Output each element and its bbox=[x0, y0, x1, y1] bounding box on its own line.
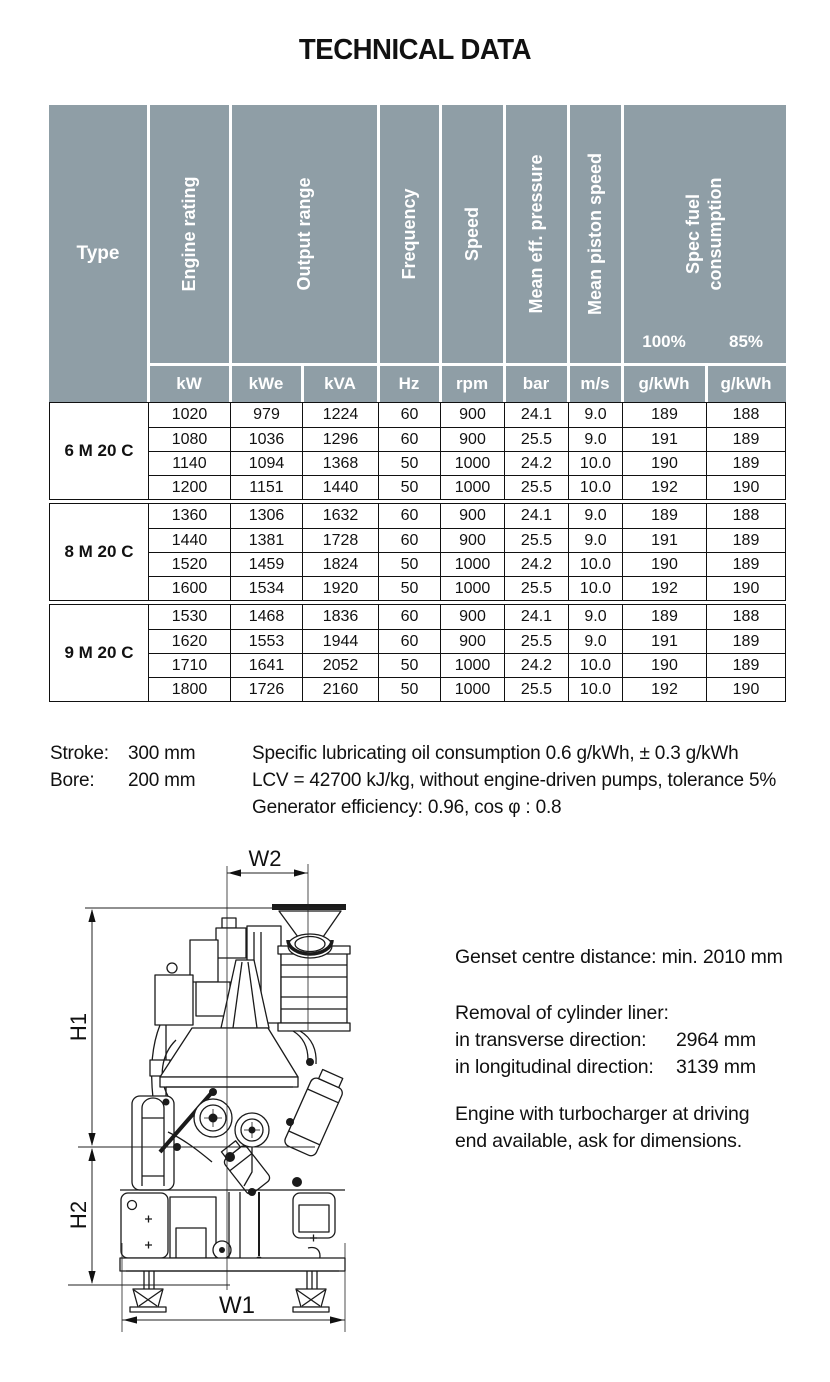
column-header-engine-rating: Engine rating bbox=[179, 176, 199, 292]
value-cell: 1728 bbox=[302, 528, 378, 552]
value-cell: 1306 bbox=[230, 504, 302, 528]
header-divider bbox=[621, 105, 624, 402]
consumption-notes bbox=[252, 740, 828, 821]
value-cell: 10.0 bbox=[568, 576, 622, 600]
value-cell: 1459 bbox=[230, 552, 302, 576]
value-cell: 900 bbox=[440, 427, 504, 451]
value-cell: 50 bbox=[378, 653, 440, 677]
note-longitudinal bbox=[455, 1056, 756, 1079]
value-cell: 192 bbox=[622, 576, 706, 600]
value-cell: 189 bbox=[706, 552, 785, 576]
engine-type-label: 9 M 20 C bbox=[64, 643, 134, 662]
value-cell: 1534 bbox=[230, 576, 302, 600]
table-body bbox=[49, 402, 786, 702]
value-cell: 979 bbox=[230, 403, 302, 427]
note-lube-oil: Specific lubricating oil consumption 0.6 g/kWh, ± 0.3 g/kWh bbox=[252, 743, 739, 764]
value-cell: 189 bbox=[706, 528, 785, 552]
value-cell: 191 bbox=[622, 528, 706, 552]
column-header-speed: Speed bbox=[462, 206, 482, 262]
engine-type-group bbox=[49, 604, 786, 702]
value-cell: 24.2 bbox=[504, 451, 568, 475]
bore-row bbox=[50, 767, 250, 794]
value-cell: 1151 bbox=[230, 475, 302, 499]
value-cell: 188 bbox=[706, 605, 785, 629]
value-cell: 1440 bbox=[148, 528, 230, 552]
value-cell: 9.0 bbox=[568, 605, 622, 629]
unit-kwe: kWe bbox=[248, 373, 284, 393]
note-generator: Generator efficiency: 0.96, cos φ : 0.8 bbox=[252, 797, 562, 818]
value-cell: 1530 bbox=[148, 605, 230, 629]
unit-kva: kVA bbox=[324, 373, 356, 393]
note-turbocharger-2: end available, ask for dimensions. bbox=[455, 1130, 742, 1152]
value-cell: 192 bbox=[622, 475, 706, 499]
value-cell: 25.5 bbox=[504, 629, 568, 653]
note-transverse bbox=[455, 1029, 756, 1052]
value-cell: 60 bbox=[378, 528, 440, 552]
value-cell: 1080 bbox=[148, 427, 230, 451]
value-cell: 189 bbox=[622, 605, 706, 629]
engine-type-label: 6 M 20 C bbox=[64, 441, 134, 460]
value-cell: 9.0 bbox=[568, 427, 622, 451]
value-cell: 1000 bbox=[440, 653, 504, 677]
value-cell: 1632 bbox=[302, 504, 378, 528]
transverse-label: in transverse direction: bbox=[455, 1029, 647, 1051]
value-cell: 189 bbox=[706, 653, 785, 677]
unit-gkwh-100: g/kWh bbox=[638, 373, 690, 393]
value-cell: 190 bbox=[706, 677, 785, 701]
column-header-output-range: Output range bbox=[294, 177, 314, 291]
value-cell: 60 bbox=[378, 629, 440, 653]
engine-drawing bbox=[60, 840, 460, 1382]
value-cell: 190 bbox=[706, 576, 785, 600]
value-cell: 1920 bbox=[302, 576, 378, 600]
value-cell: 2160 bbox=[302, 677, 378, 701]
value-cell: 191 bbox=[622, 629, 706, 653]
load-label-100: 100% bbox=[642, 332, 686, 351]
value-cell: 1620 bbox=[148, 629, 230, 653]
value-cell: 60 bbox=[378, 403, 440, 427]
technical-data-table bbox=[49, 105, 786, 705]
value-cell: 900 bbox=[440, 403, 504, 427]
value-cell: 24.2 bbox=[504, 653, 568, 677]
value-cell: 25.5 bbox=[504, 576, 568, 600]
value-cell: 190 bbox=[622, 653, 706, 677]
value-cell: 25.5 bbox=[504, 528, 568, 552]
header-divider bbox=[377, 105, 380, 402]
value-cell: 191 bbox=[622, 427, 706, 451]
dim-label-w2: W2 bbox=[248, 846, 282, 871]
unit-ms: m/s bbox=[580, 373, 610, 393]
value-cell: 9.0 bbox=[568, 629, 622, 653]
header-divider bbox=[567, 105, 570, 402]
unit-rpm: rpm bbox=[455, 373, 489, 393]
bore-value: 200 mm bbox=[128, 770, 196, 791]
value-cell: 1000 bbox=[440, 677, 504, 701]
value-cell: 50 bbox=[378, 677, 440, 701]
value-cell: 1468 bbox=[230, 605, 302, 629]
engine-type-group bbox=[49, 503, 786, 601]
stroke-label: Stroke: bbox=[50, 743, 109, 764]
value-cell: 1000 bbox=[440, 475, 504, 499]
value-cell: 9.0 bbox=[568, 528, 622, 552]
engine-type-group bbox=[49, 402, 786, 500]
value-cell: 189 bbox=[706, 451, 785, 475]
value-cell: 10.0 bbox=[568, 451, 622, 475]
value-cell: 1000 bbox=[440, 576, 504, 600]
value-cell: 1200 bbox=[148, 475, 230, 499]
value-cell: 1381 bbox=[230, 528, 302, 552]
value-cell: 1944 bbox=[302, 629, 378, 653]
value-cell: 900 bbox=[440, 528, 504, 552]
column-header-type: Type bbox=[76, 242, 120, 264]
value-cell: 50 bbox=[378, 475, 440, 499]
value-cell: 188 bbox=[706, 504, 785, 528]
value-cell: 1726 bbox=[230, 677, 302, 701]
value-cell: 50 bbox=[378, 552, 440, 576]
value-cell: 50 bbox=[378, 451, 440, 475]
value-cell: 24.1 bbox=[504, 403, 568, 427]
value-cell: 189 bbox=[622, 403, 706, 427]
value-cell: 1600 bbox=[148, 576, 230, 600]
value-cell: 1094 bbox=[230, 451, 302, 475]
value-cell: 1000 bbox=[440, 451, 504, 475]
note-genset-distance: Genset centre distance: min. 2010 mm bbox=[455, 946, 783, 968]
value-cell: 60 bbox=[378, 504, 440, 528]
value-cell: 1553 bbox=[230, 629, 302, 653]
value-cell: 189 bbox=[706, 427, 785, 451]
dim-label-h1: H1 bbox=[66, 1012, 91, 1042]
value-cell: 25.5 bbox=[504, 475, 568, 499]
value-cell: 1641 bbox=[230, 653, 302, 677]
note-liner-removal: Removal of cylinder liner: bbox=[455, 1002, 669, 1024]
header-divider bbox=[439, 105, 442, 402]
value-cell: 1710 bbox=[148, 653, 230, 677]
value-cell: 1824 bbox=[302, 552, 378, 576]
column-header-mean-eff-pressure: Mean eff. pressure bbox=[526, 154, 546, 314]
value-cell: 1224 bbox=[302, 403, 378, 427]
value-cell: 24.1 bbox=[504, 605, 568, 629]
unit-kw: kW bbox=[176, 373, 202, 393]
value-cell: 24.2 bbox=[504, 552, 568, 576]
page-title: TECHNICAL DATA bbox=[298, 34, 532, 66]
engine-body bbox=[120, 904, 350, 1312]
column-header-spec-fuel: Spec fuel bbox=[683, 193, 703, 275]
value-cell: 25.5 bbox=[504, 427, 568, 451]
value-cell: 1296 bbox=[302, 427, 378, 451]
value-cell: 2052 bbox=[302, 653, 378, 677]
column-header-mean-piston-speed: Mean piston speed bbox=[585, 152, 605, 316]
value-cell: 190 bbox=[622, 552, 706, 576]
unit-bar: bar bbox=[522, 373, 550, 393]
value-cell: 60 bbox=[378, 605, 440, 629]
value-cell: 9.0 bbox=[568, 504, 622, 528]
value-cell: 1140 bbox=[148, 451, 230, 475]
value-cell: 1020 bbox=[148, 403, 230, 427]
value-cell: 9.0 bbox=[568, 403, 622, 427]
value-cell: 10.0 bbox=[568, 475, 622, 499]
value-cell: 192 bbox=[622, 677, 706, 701]
value-cell: 10.0 bbox=[568, 677, 622, 701]
note-turbocharger-1: Engine with turbocharger at driving bbox=[455, 1103, 750, 1125]
value-cell: 900 bbox=[440, 504, 504, 528]
dim-label-h2: H2 bbox=[66, 1200, 91, 1230]
value-cell: 60 bbox=[378, 427, 440, 451]
longitudinal-value: 3139 mm bbox=[676, 1056, 756, 1078]
value-cell: 1360 bbox=[148, 504, 230, 528]
note-lcv: LCV = 42700 kJ/kg, without engine-driven pumps, tolerance 5% bbox=[252, 770, 777, 791]
stroke-row bbox=[50, 740, 250, 767]
dim-label-w1: W1 bbox=[219, 1292, 255, 1319]
value-cell: 189 bbox=[706, 629, 785, 653]
value-cell: 900 bbox=[440, 605, 504, 629]
value-cell: 10.0 bbox=[568, 552, 622, 576]
value-cell: 1000 bbox=[440, 552, 504, 576]
bore-label: Bore: bbox=[50, 770, 95, 791]
value-cell: 24.1 bbox=[504, 504, 568, 528]
header-divider bbox=[503, 105, 506, 402]
value-cell: 1800 bbox=[148, 677, 230, 701]
unit-hz: Hz bbox=[398, 373, 420, 393]
value-cell: 900 bbox=[440, 629, 504, 653]
bore-stroke-block bbox=[50, 740, 250, 794]
value-cell: 1520 bbox=[148, 552, 230, 576]
engine-type-label: 8 M 20 C bbox=[64, 542, 134, 561]
column-header-frequency: Frequency bbox=[399, 188, 419, 280]
stroke-value: 300 mm bbox=[128, 743, 196, 764]
value-cell: 189 bbox=[622, 504, 706, 528]
column-header-spec-fuel-2: consumption bbox=[705, 177, 725, 291]
value-cell: 1836 bbox=[302, 605, 378, 629]
header-divider bbox=[229, 105, 232, 402]
value-cell: 10.0 bbox=[568, 653, 622, 677]
value-cell: 50 bbox=[378, 576, 440, 600]
value-cell: 25.5 bbox=[504, 677, 568, 701]
value-cell: 1036 bbox=[230, 427, 302, 451]
unit-gkwh-85: g/kWh bbox=[720, 373, 772, 393]
value-cell: 190 bbox=[622, 451, 706, 475]
table-header bbox=[49, 105, 786, 402]
transverse-value: 2964 mm bbox=[676, 1029, 756, 1051]
value-cell: 188 bbox=[706, 403, 785, 427]
longitudinal-label: in longitudinal direction: bbox=[455, 1056, 654, 1078]
value-cell: 1368 bbox=[302, 451, 378, 475]
value-cell: 190 bbox=[706, 475, 785, 499]
load-label-85: 85% bbox=[728, 332, 764, 351]
value-cell: 1440 bbox=[302, 475, 378, 499]
